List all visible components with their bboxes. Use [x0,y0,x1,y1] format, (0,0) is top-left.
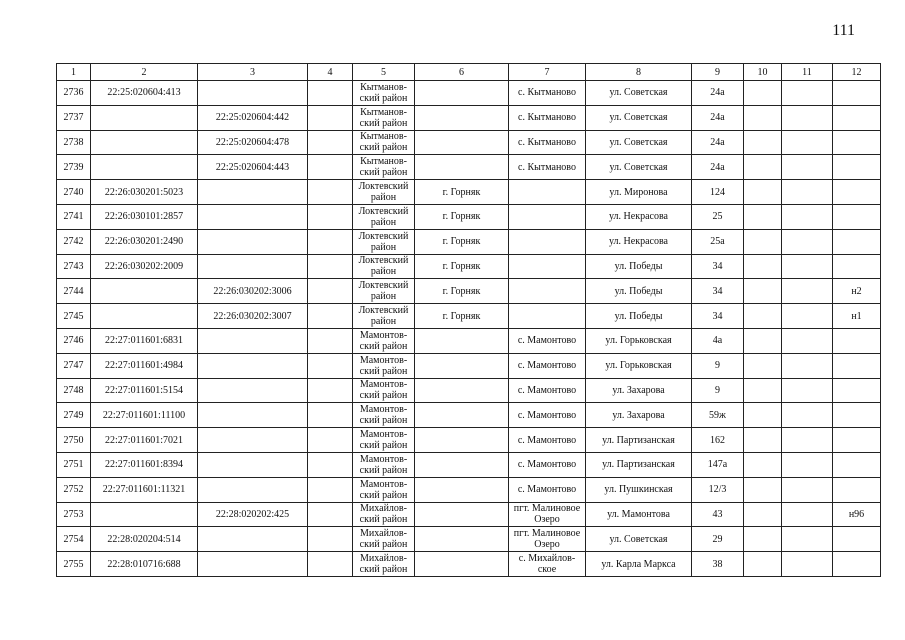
table-cell: 2739 [57,155,91,180]
table-cell: 22:27:011601:5154 [91,378,198,403]
table-cell: 2750 [57,428,91,453]
table-cell [744,155,782,180]
table-cell [782,452,833,477]
table-cell: н2 [833,279,881,304]
table-cell: н96 [833,502,881,527]
table-cell: Мамонтов- ский район [353,403,415,428]
table-cell [308,353,353,378]
table-cell: 22:28:020202:425 [198,502,308,527]
table-cell: ул. Советская [586,155,692,180]
table-cell [744,130,782,155]
table-cell [744,204,782,229]
table-cell [308,304,353,329]
header-row [57,64,881,81]
table-row [57,254,881,279]
table-cell [833,204,881,229]
table-cell [744,180,782,205]
table-cell [308,130,353,155]
table-cell: пгт. Малиновое Озеро [509,502,586,527]
table-cell [782,378,833,403]
table-cell: ул. Партизанская [586,452,692,477]
table-cell: 24а [692,81,744,106]
table-cell: Локтевский район [353,204,415,229]
table-cell: г. Горняк [415,229,509,254]
table-row [57,304,881,329]
table-cell [415,130,509,155]
table-cell [198,254,308,279]
table-cell [198,353,308,378]
table-cell [782,81,833,106]
table-cell: 2745 [57,304,91,329]
table-cell: 22:26:030101:2857 [91,204,198,229]
table-cell: 22:26:030201:2490 [91,229,198,254]
table-cell [833,81,881,106]
table-cell: ул. Захарова [586,378,692,403]
table-cell [308,180,353,205]
table-cell [415,81,509,106]
table-cell [833,229,881,254]
table-cell: 12/3 [692,477,744,502]
table-cell: Локтевский район [353,229,415,254]
column-header: 8 [586,64,692,81]
table-row [57,552,881,577]
table-cell: 22:26:030201:5023 [91,180,198,205]
table-cell: Михайлов- ский район [353,552,415,577]
table-cell: 2752 [57,477,91,502]
table-cell [308,328,353,353]
table-cell [509,180,586,205]
table-row [57,204,881,229]
table-cell [308,477,353,502]
page-number: 111 [832,22,855,39]
table-cell: 22:25:020604:413 [91,81,198,106]
column-header: 12 [833,64,881,81]
table-cell [91,502,198,527]
table-cell [415,378,509,403]
table-cell [308,452,353,477]
table-row [57,130,881,155]
column-header: 5 [353,64,415,81]
table-cell: Локтевский район [353,279,415,304]
table-cell [91,304,198,329]
table-cell [308,552,353,577]
table-cell: с. Кытманово [509,105,586,130]
table-cell: г. Горняк [415,204,509,229]
table-cell: 22:26:030202:3007 [198,304,308,329]
table-cell: 22:28:020204:514 [91,527,198,552]
table-cell: ул. Победы [586,279,692,304]
table-cell: 124 [692,180,744,205]
table-cell [308,105,353,130]
table-cell [833,254,881,279]
table-cell: 43 [692,502,744,527]
table-cell [308,81,353,106]
table-cell [91,130,198,155]
table-cell [415,477,509,502]
table-cell [415,105,509,130]
table-cell: 2736 [57,81,91,106]
table-cell: 22:27:011601:6831 [91,328,198,353]
table-cell: 2742 [57,229,91,254]
table-cell [782,304,833,329]
table-cell: г. Горняк [415,279,509,304]
table-cell: 2753 [57,502,91,527]
table-cell [198,180,308,205]
table-cell: 22:27:011601:7021 [91,428,198,453]
table-cell: ул. Мамонтова [586,502,692,527]
table-cell [308,502,353,527]
table-cell: н1 [833,304,881,329]
table-cell [744,552,782,577]
table-cell [833,378,881,403]
table-cell: 22:28:010716:688 [91,552,198,577]
table-row [57,279,881,304]
table-cell [198,81,308,106]
table-cell [308,229,353,254]
table-cell: 147а [692,452,744,477]
table-cell: Кытманов- ский район [353,81,415,106]
table-cell: Мамонтов- ский район [353,477,415,502]
table-cell [782,204,833,229]
table-cell [509,279,586,304]
table-cell: Мамонтов- ский район [353,452,415,477]
table-cell [91,279,198,304]
table-cell: ул. Советская [586,105,692,130]
column-header: 6 [415,64,509,81]
table-cell: 22:27:011601:4984 [91,353,198,378]
table-cell: Михайлов- ский район [353,527,415,552]
table-cell: с. Мамонтово [509,477,586,502]
table-cell: пгт. Малиновое Озеро [509,527,586,552]
table-cell: 2747 [57,353,91,378]
table-cell: с. Мамонтово [509,403,586,428]
table-row [57,155,881,180]
table-cell [782,105,833,130]
table-cell: Локтевский район [353,304,415,329]
table-cell [782,328,833,353]
table-cell: 2740 [57,180,91,205]
column-header: 9 [692,64,744,81]
table-cell [833,403,881,428]
table-cell [744,502,782,527]
table-cell [782,502,833,527]
table-cell [198,204,308,229]
column-header: 7 [509,64,586,81]
table-cell: 24а [692,105,744,130]
table-cell: 22:25:020604:443 [198,155,308,180]
table-cell [509,229,586,254]
table-cell: ул. Некрасова [586,204,692,229]
table-cell: с. Михайлов- ское [509,552,586,577]
table-cell [91,155,198,180]
table-cell: с. Кытманово [509,155,586,180]
table-cell: ул. Победы [586,254,692,279]
table-cell: 24а [692,130,744,155]
table-cell: 24а [692,155,744,180]
table-cell [782,353,833,378]
table-row [57,428,881,453]
table-cell: 2754 [57,527,91,552]
table-cell [308,378,353,403]
table-cell [782,477,833,502]
table-cell [782,403,833,428]
table-cell [415,353,509,378]
table-cell: с. Кытманово [509,130,586,155]
table-cell [308,254,353,279]
table-cell: 22:27:011601:11321 [91,477,198,502]
table-cell: ул. Советская [586,81,692,106]
table-cell [744,452,782,477]
table-cell [198,229,308,254]
table-cell [782,155,833,180]
table-cell: 22:25:020604:442 [198,105,308,130]
table-cell [744,254,782,279]
column-header: 11 [782,64,833,81]
table-cell [198,328,308,353]
table-cell [744,81,782,106]
table-cell [415,502,509,527]
table-cell [198,378,308,403]
table-cell: с. Мамонтово [509,328,586,353]
table-cell: Михайлов- ский район [353,502,415,527]
table-cell [782,180,833,205]
table-cell [744,229,782,254]
table-cell [509,254,586,279]
table-cell: 9 [692,378,744,403]
table-cell: с. Мамонтово [509,378,586,403]
column-header: 4 [308,64,353,81]
table-cell: Мамонтов- ский район [353,328,415,353]
table-cell: г. Горняк [415,180,509,205]
table-cell [308,428,353,453]
table-row [57,180,881,205]
table-cell [415,452,509,477]
table-cell: г. Горняк [415,304,509,329]
table-cell: ул. Миронова [586,180,692,205]
table-cell [308,403,353,428]
table-cell: 2755 [57,552,91,577]
table-cell [308,155,353,180]
table-cell: ул. Партизанская [586,428,692,453]
registry-table [56,63,881,577]
table-cell: 162 [692,428,744,453]
table-cell [308,204,353,229]
table-cell: 22:27:011601:8394 [91,452,198,477]
table-cell: 2743 [57,254,91,279]
table-cell: 34 [692,254,744,279]
table-cell [509,304,586,329]
table-cell: 2748 [57,378,91,403]
table-cell [744,527,782,552]
table-cell: 29 [692,527,744,552]
table-cell [198,527,308,552]
table-cell: 2741 [57,204,91,229]
table-cell: Локтевский район [353,254,415,279]
table-cell [833,477,881,502]
table-cell: Мамонтов- ский район [353,378,415,403]
table-cell [198,403,308,428]
table-row [57,403,881,428]
table-cell [782,428,833,453]
table-cell: ул. Захарова [586,403,692,428]
table-cell [833,552,881,577]
table-cell: с. Мамонтово [509,353,586,378]
table-cell: 38 [692,552,744,577]
table-cell: 4а [692,328,744,353]
table-row [57,81,881,106]
table-cell [782,130,833,155]
table-cell: ул. Горьковская [586,353,692,378]
table-cell [415,552,509,577]
table-cell: ул. Победы [586,304,692,329]
table-cell: Кытманов- ский район [353,105,415,130]
table-cell [744,378,782,403]
table-cell: 59ж [692,403,744,428]
table-cell [833,353,881,378]
table-cell [782,527,833,552]
column-header: 10 [744,64,782,81]
table-cell [744,403,782,428]
table-cell: с. Мамонтово [509,428,586,453]
table-cell: 2737 [57,105,91,130]
table-cell [744,304,782,329]
table-cell: ул. Горьковская [586,328,692,353]
table-cell: 22:27:011601:11100 [91,403,198,428]
table-row [57,502,881,527]
table-cell [833,527,881,552]
table-cell: Мамонтов- ский район [353,353,415,378]
table-row [57,353,881,378]
table-cell [91,105,198,130]
table-row [57,105,881,130]
table-cell: 2744 [57,279,91,304]
table-cell [782,254,833,279]
table-row [57,527,881,552]
table-cell: 34 [692,304,744,329]
table-cell: 22:26:030202:2009 [91,254,198,279]
table-cell: 25а [692,229,744,254]
table-body [57,81,881,577]
table-cell: с. Мамонтово [509,452,586,477]
table-cell: ул. Советская [586,130,692,155]
table-cell [744,328,782,353]
table-cell [509,204,586,229]
table-cell [833,452,881,477]
table-cell: 2749 [57,403,91,428]
table-cell: Кытманов- ский район [353,155,415,180]
table-cell: 25 [692,204,744,229]
table-cell: Локтевский район [353,180,415,205]
table-cell [833,180,881,205]
table-cell: ул. Пушкинская [586,477,692,502]
table-cell [744,105,782,130]
table-cell [415,527,509,552]
table-cell [833,105,881,130]
table-cell [198,477,308,502]
table-cell: 2751 [57,452,91,477]
table-cell [833,155,881,180]
column-header: 3 [198,64,308,81]
table-cell [782,552,833,577]
column-header: 2 [91,64,198,81]
table-cell: 2746 [57,328,91,353]
table-cell: ул. Советская [586,527,692,552]
table-cell [833,428,881,453]
table-row [57,229,881,254]
table-cell: 2738 [57,130,91,155]
table-cell [782,279,833,304]
table-cell [198,552,308,577]
table-cell: Мамонтов- ский район [353,428,415,453]
table-row [57,328,881,353]
table-cell: с. Кытманово [509,81,586,106]
table-cell: 9 [692,353,744,378]
table-cell [308,279,353,304]
table-cell: 22:26:030202:3006 [198,279,308,304]
table-cell [415,155,509,180]
table-cell: ул. Некрасова [586,229,692,254]
table-cell [415,403,509,428]
table-cell [744,477,782,502]
table-cell [782,229,833,254]
table-cell [833,130,881,155]
table-row [57,477,881,502]
table-cell: г. Горняк [415,254,509,279]
table-cell [744,353,782,378]
table-cell [744,279,782,304]
table-cell [198,428,308,453]
table-cell [308,527,353,552]
table-cell: ул. Карла Маркса [586,552,692,577]
table-cell [415,428,509,453]
table-cell [415,328,509,353]
table-row [57,452,881,477]
table-cell: 34 [692,279,744,304]
table-cell: Кытманов- ский район [353,130,415,155]
table-cell [744,428,782,453]
table-row [57,378,881,403]
table-cell [833,328,881,353]
table-cell [198,452,308,477]
table-cell: 22:25:020604:478 [198,130,308,155]
column-header: 1 [57,64,91,81]
